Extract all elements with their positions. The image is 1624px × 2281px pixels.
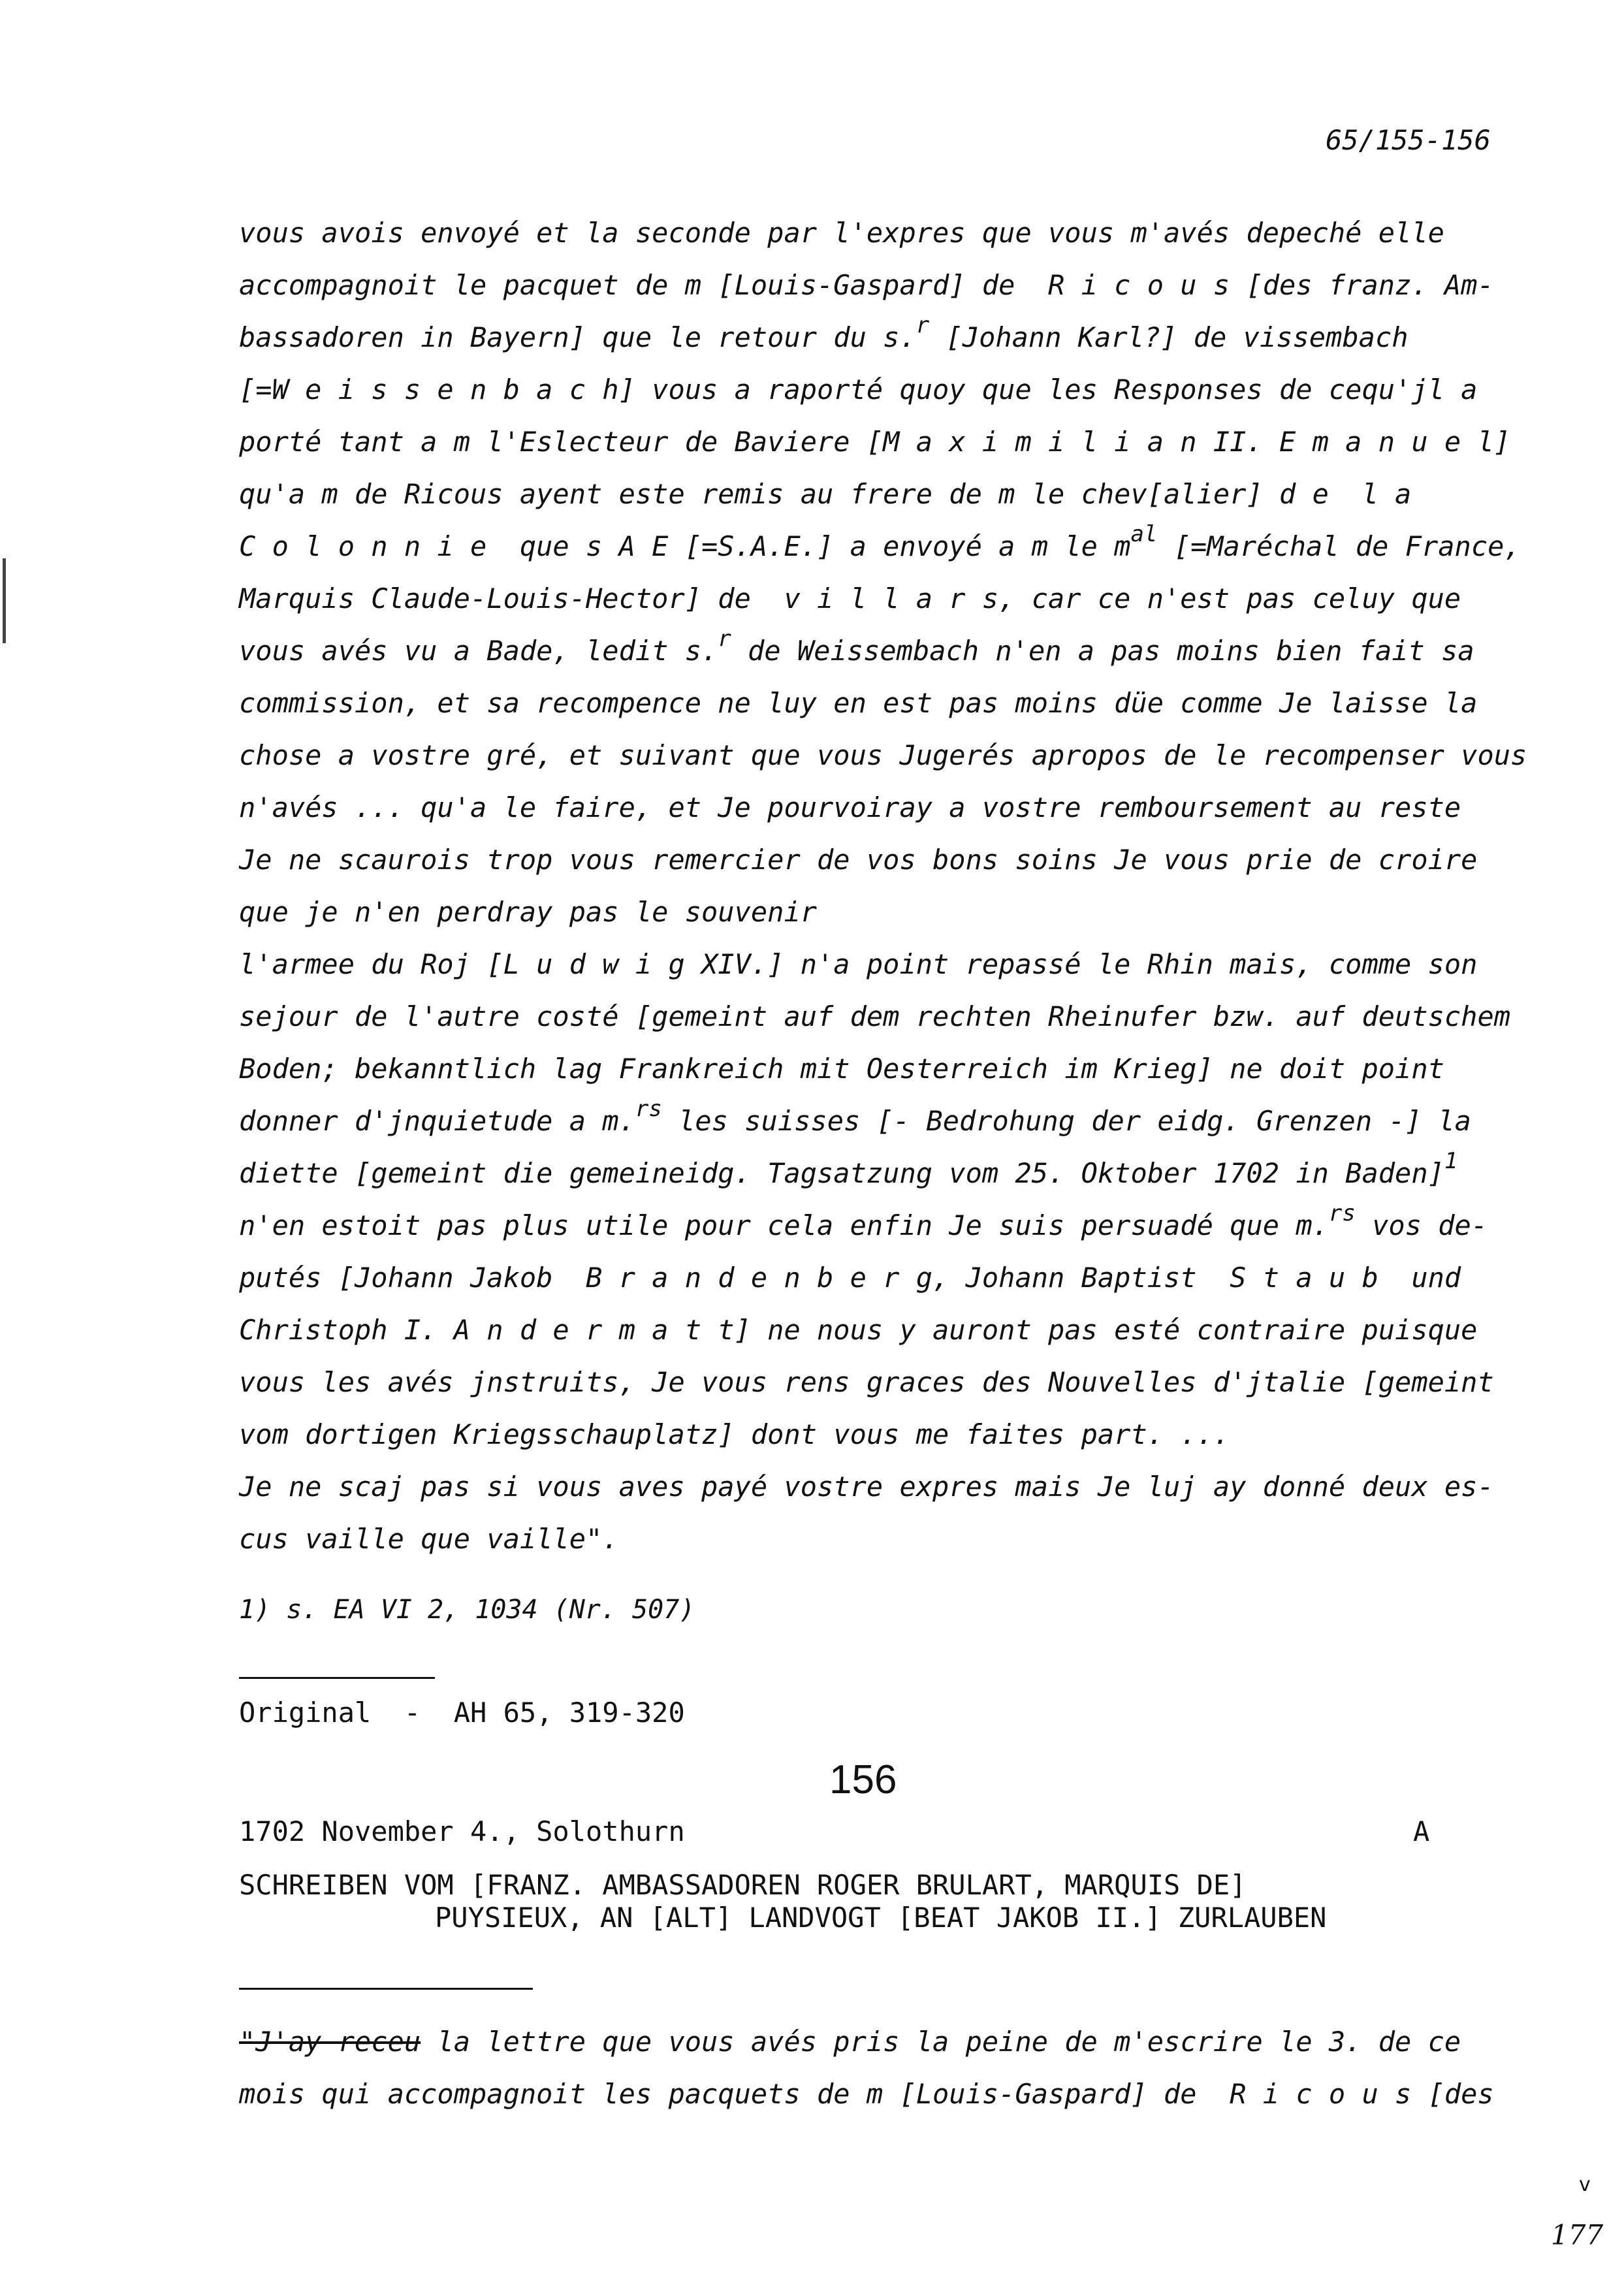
left-margin-mark (3, 558, 12, 643)
body-line: putés [Johann Jakob B r a n d e n b e r g, Johann Baptist S t a u b und (239, 1262, 1461, 1294)
doc-title-line: PUYSIEUX, AN [ALT] LANDVOGT [BEAT JAKOB II.] ZURLAUBEN (435, 1902, 1327, 1934)
superscript: rs (1328, 1200, 1356, 1226)
body-text: [=Maréchal de France, (1157, 530, 1521, 562)
body-text: C o l o n n i e que s A E [=S.A.E.] a envoyé a m le m (239, 530, 1131, 562)
letter-text: la lettre que vous avés pris la peine de m'escrire le 3. de ce (421, 2026, 1461, 2058)
body-line: Boden; bekanntlich lag Frankreich mit Oesterreich im Krieg] ne doit point (239, 1053, 1444, 1085)
body-line: Christoph I. A n d e r m a t t] ne nous y auront pas esté contraire puisque (239, 1314, 1478, 1346)
body-line: accompagnoit le pacquet de m [Louis-Gaspard] de R i c o u s [des franz. Am- (239, 269, 1494, 301)
body-text: vos de- (1355, 1209, 1488, 1241)
body-line: sejour de l'autre costé [gemeint auf dem rechten Rheinufer bzw. auf deutschem (239, 1000, 1511, 1032)
body-text: [Johann Karl?] de vissembach (929, 321, 1409, 353)
body-line (239, 521, 1521, 565)
body-line: cus vaille que vaille". (239, 1523, 619, 1555)
body-line (239, 312, 1519, 356)
doc-date-place: 1702 November 4., Solothurn (239, 1815, 685, 1847)
doc-title-line: SCHREIBEN VOM [FRANZ. AMBASSADOREN ROGER BRULART, MARQUIS DE] (239, 1869, 1247, 1901)
superscript: r (915, 312, 930, 338)
superscript: rs (635, 1096, 662, 1122)
footnote: 1) s. EA VI 2, 1034 (Nr. 507) (239, 1595, 695, 1625)
divider (239, 1677, 435, 1679)
body-line: que je n'en perdray pas le souvenir (239, 896, 818, 928)
body-line: vom dortigen Kriegsschauplatz] dont vous me faites part. ... (239, 1418, 1230, 1450)
doc-type-letter: A (1413, 1815, 1430, 1847)
handwritten-page-number: 177 (1551, 2219, 1604, 2251)
body-text: diette [gemeint die gemeineidg. Tagsatzung vom 25. Oktober 1702 in Baden] (239, 1157, 1444, 1189)
body-text: n'en estoit pas plus utile pour cela enfin Je suis persuadé que m. (239, 1209, 1329, 1241)
body-line (239, 1200, 1519, 1244)
body-text: les suisses [- Bedrohung der eidg. Grenzen -] la (661, 1105, 1471, 1137)
body-line: vous les avés jnstruits, Je vous rens graces des Nouvelles d'jtalie [gemeint (239, 1366, 1494, 1398)
body-line: qu'a m de Ricous ayent este remis au frere de m le chev[alier] d e l a (239, 478, 1412, 510)
document-number: 156 (829, 1757, 897, 1802)
body-line: l'armee du Roj [L u d w i g XIV.] n'a point repassé le Rhin mais, comme son (239, 948, 1478, 980)
body-line: n'avés ... qu'a le faire, et Je pourvoiray a vostre remboursement au reste (239, 791, 1461, 823)
letter-line (239, 2026, 1519, 2058)
body-text: donner d'jnquietude a m. (239, 1105, 635, 1137)
body-line: [=W e i s s e n b a c h] vous a raporté quoy que les Responses de cequ'jl a (239, 374, 1478, 406)
struck-text: "J'ay receu (239, 2026, 421, 2058)
body-line: chose a vostre gré, et suivant que vous Jugerés apropos de le recompenser vous (239, 739, 1527, 771)
letter-line: mois qui accompagnoit les pacquets de m [Louis-Gaspard] de R i c o u s [des (239, 2078, 1494, 2110)
body-line: Je ne scaurois trop vous remercier de vos bons soins Je vous prie de croire (239, 844, 1478, 876)
superscript: al (1130, 521, 1158, 547)
footnote-marker: 1 (1444, 1148, 1458, 1174)
source-line: Original - AH 65, 319-320 (239, 1697, 685, 1729)
body-line (239, 626, 1519, 669)
body-text: de Weissembach n'en a pas moins bien fait sa (731, 635, 1474, 667)
divider (239, 1988, 533, 1990)
body-line: Je ne scaj pas si vous aves payé vostre expres mais Je luj ay donné deux es- (239, 1471, 1494, 1503)
body-line: Marquis Claude-Louis-Hector] de v i l l a r s, car ce n'est pas celuy que (239, 582, 1461, 614)
body-line (239, 1096, 1519, 1140)
page-reference: 65/155-156 (1326, 124, 1491, 156)
body-line (239, 1148, 1519, 1192)
body-line: vous avois envoyé et la seconde par l'expres que vous m'avés depeché elle (239, 217, 1444, 249)
body-line: porté tant a m l'Eslecteur de Baviere [M a x i m i l i a n II. E m a n u e l] (239, 426, 1511, 458)
superscript: r (718, 626, 731, 652)
body-text: bassadoren in Bayern] que le retour du s. (239, 321, 916, 353)
body-line: commission, et sa recompence ne luy en est pas moins düe comme Je laisse la (239, 687, 1478, 719)
body-text: vous avés vu a Bade, ledit s. (239, 635, 718, 667)
check-mark: v (1579, 2173, 1591, 2196)
